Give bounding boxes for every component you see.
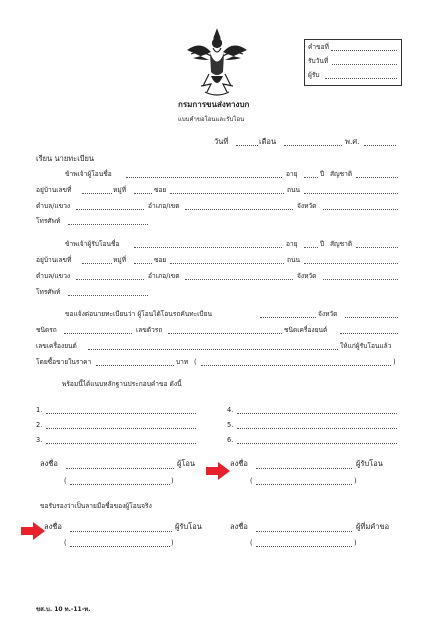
- vehicle-engine-number-label: เลขเครื่องยนต์: [36, 342, 77, 350]
- form-code: ขส.บ. 10 ท.-11-ท.: [36, 606, 91, 613]
- transferee-nationality-field[interactable]: [356, 247, 398, 248]
- transferee-district-field[interactable]: [185, 279, 293, 280]
- transferee-moo-label: หมู่ที่: [113, 256, 127, 264]
- sale-price-label: โดยซื้อขายในราคา: [36, 358, 92, 366]
- transferor-road-label: ถนน: [287, 186, 301, 194]
- transferor-road-field[interactable]: [304, 193, 398, 194]
- transferor-signature-line[interactable]: [66, 468, 174, 469]
- witness-sign-label: ลงชื่อ: [230, 522, 248, 531]
- transferee-subdistrict-label: ตำบล/แขวง: [36, 272, 71, 280]
- attachment-field-6[interactable]: [237, 443, 397, 444]
- witness-printed-open: (: [250, 539, 253, 547]
- transferor-age-unit: ปี: [320, 170, 325, 178]
- year-label: พ.ศ.: [345, 137, 360, 146]
- request-number-label: คำขอที่: [308, 43, 329, 51]
- currency-label: บาท: [176, 358, 189, 366]
- transferee-phone-label: โทรศัพท์: [36, 288, 61, 296]
- certifier-printed-name-line[interactable]: [70, 546, 170, 547]
- attachment-field-3[interactable]: [46, 443, 196, 444]
- transferor-moo-field[interactable]: [134, 193, 152, 194]
- certifier-sign-label: ลงชื่อ: [44, 522, 62, 531]
- transferor-age-label: อายุ: [286, 170, 298, 178]
- transferee-province-label: จังหวัด: [297, 272, 317, 280]
- certifier-printed-close: ): [171, 539, 174, 547]
- attachment-item-1: 1.: [36, 406, 43, 414]
- vehicle-province-field[interactable]: [345, 317, 398, 318]
- transferor-age-field[interactable]: [304, 177, 318, 178]
- transferee-road-label: ถนน: [287, 256, 301, 264]
- transferor-name-label: ข้าพเจ้าผู้โอนชื่อ: [65, 170, 112, 178]
- sale-price-field[interactable]: [96, 365, 174, 366]
- transferee-district-label: อำเภอ/เขต: [148, 272, 180, 280]
- attachment-field-2[interactable]: [46, 428, 196, 429]
- price-words-close: ): [393, 358, 396, 366]
- received-date-line[interactable]: [332, 64, 397, 65]
- transferee-road-field[interactable]: [304, 263, 398, 264]
- attachment-field-5[interactable]: [237, 428, 397, 429]
- vehicle-chassis-field[interactable]: [168, 333, 282, 334]
- given-to-transferee-text: ให้แก่ผู้รับโอนแล้ว: [340, 342, 392, 350]
- transferee-printed-open: (: [250, 477, 253, 485]
- vehicle-chassis-label: เลขตัวรถ: [136, 326, 163, 334]
- transferee-house-no-field[interactable]: [82, 263, 112, 264]
- transferee-signature-line[interactable]: [256, 468, 352, 469]
- transferee-soi-label: ซอย: [154, 256, 167, 264]
- request-number-line[interactable]: [331, 50, 397, 51]
- transferee-role: ผู้รับโอน: [356, 459, 383, 468]
- attachment-item-2: 2.: [36, 421, 43, 429]
- receiver-line[interactable]: [325, 78, 397, 79]
- transferee-name-field[interactable]: [134, 247, 282, 248]
- transferee-phone-field[interactable]: [68, 295, 148, 296]
- attachment-item-5: 5.: [227, 421, 234, 429]
- transferee-printed-name-line[interactable]: [256, 484, 352, 485]
- date-year-line[interactable]: [364, 145, 396, 146]
- transferee-sign-label: ลงชื่อ: [230, 459, 248, 468]
- transferor-district-field[interactable]: [185, 209, 293, 210]
- transferee-province-field[interactable]: [323, 279, 398, 280]
- vehicle-province-label: จังหวัด: [318, 310, 338, 318]
- transferor-printed-close: ): [171, 477, 174, 485]
- transferee-age-unit: ปี: [320, 240, 325, 248]
- transferor-subdistrict-field[interactable]: [76, 209, 144, 210]
- transferor-subdistrict-label: ตำบล/แขวง: [36, 202, 71, 210]
- agency-title: กรมการขนส่งทางบก: [178, 100, 250, 109]
- transferor-printed-open: (: [64, 477, 67, 485]
- transferor-district-label: อำเภอ/เขต: [148, 202, 180, 210]
- transferor-printed-name-line[interactable]: [70, 484, 170, 485]
- witness-printed-name-line[interactable]: [256, 546, 352, 547]
- transferee-soi-field[interactable]: [170, 263, 284, 264]
- date-month-line[interactable]: [284, 145, 342, 146]
- transferor-address-label: อยู่บ้านเลขที่: [36, 186, 72, 194]
- attachments-intro: พร้อมนี้ได้แนบหลักฐานประกอบคำขอ ดังนี้: [62, 380, 182, 388]
- received-date-label: รับวันที่: [308, 57, 329, 65]
- garuda-emblem-icon: [183, 26, 251, 98]
- vehicle-request-text: ขอแจ้งต่อนายทะเบียนว่า ผู้โอนได้โอนรถคันทะเบียน: [65, 310, 212, 318]
- date-day-line[interactable]: [236, 145, 258, 146]
- transferor-role: ผู้โอน: [177, 459, 196, 468]
- transferee-nationality-label: สัญชาติ: [330, 240, 353, 248]
- form-title: แบบคำขอโอนและรับโอน: [178, 116, 245, 123]
- red-arrow-icon: [205, 461, 231, 481]
- vehicle-registration-field[interactable]: [260, 317, 316, 318]
- attachment-item-4: 4.: [227, 406, 234, 414]
- transferee-printed-close: ): [354, 477, 357, 485]
- vehicle-type-label: ชนิดรถ: [36, 326, 57, 334]
- certifier-role: ผู้รับโอน: [175, 522, 202, 531]
- attachment-item-3: 3.: [36, 436, 43, 444]
- transferor-moo-label: หมู่ที่: [113, 186, 127, 194]
- price-words-open: (: [194, 358, 197, 366]
- certifier-signature-line[interactable]: [70, 531, 172, 532]
- red-arrow-icon: [20, 521, 46, 541]
- transferee-name-label: ข้าพเจ้าผู้รับโอนชื่อ: [65, 240, 120, 248]
- transferor-name-field[interactable]: [126, 177, 282, 178]
- receiver-label: ผู้รับ: [308, 71, 320, 79]
- price-words-field[interactable]: [201, 365, 391, 366]
- receipt-box: [304, 39, 402, 86]
- vehicle-engine-number-field[interactable]: [88, 349, 338, 350]
- transferee-age-label: อายุ: [286, 240, 298, 248]
- attachment-field-4[interactable]: [237, 413, 397, 414]
- transferor-soi-field[interactable]: [170, 193, 284, 194]
- vehicle-type-field[interactable]: [64, 333, 132, 334]
- vehicle-engine-type-field[interactable]: [340, 333, 398, 334]
- transferee-age-field[interactable]: [304, 247, 318, 248]
- transferor-province-field[interactable]: [323, 209, 398, 210]
- transferor-province-label: จังหวัด: [297, 202, 317, 210]
- attachment-field-1[interactable]: [46, 413, 196, 414]
- month-label: เดือน: [259, 137, 277, 146]
- transferor-nationality-field[interactable]: [356, 177, 398, 178]
- witness-role: ผู้ที่มคำขอ: [356, 522, 390, 531]
- attachment-item-6: 6.: [227, 436, 234, 444]
- transferee-moo-field[interactable]: [134, 263, 152, 264]
- transferor-sign-label: ลงชื่อ: [40, 459, 58, 468]
- transferor-nationality-label: สัญชาติ: [330, 170, 353, 178]
- transferee-subdistrict-field[interactable]: [76, 279, 144, 280]
- date-label: วันที่: [214, 137, 229, 146]
- witness-printed-close: ): [354, 539, 357, 547]
- transferor-house-no-field[interactable]: [82, 193, 112, 194]
- certify-text: ขอรับรองว่าเป็นลายมือชื่อของผู้โอนจริง: [40, 502, 152, 510]
- transferor-soi-label: ซอย: [154, 186, 167, 194]
- addressee: เรียน นายทะเบียน: [36, 154, 95, 163]
- transferee-address-label: อยู่บ้านเลขที่: [36, 256, 72, 264]
- certifier-printed-open: (: [64, 539, 67, 547]
- witness-signature-line[interactable]: [256, 531, 352, 532]
- transferor-phone-label: โทรศัพท์: [36, 217, 61, 225]
- transferor-phone-field[interactable]: [68, 224, 148, 225]
- vehicle-engine-type-label: ชนิดเครื่องยนต์: [284, 326, 328, 334]
